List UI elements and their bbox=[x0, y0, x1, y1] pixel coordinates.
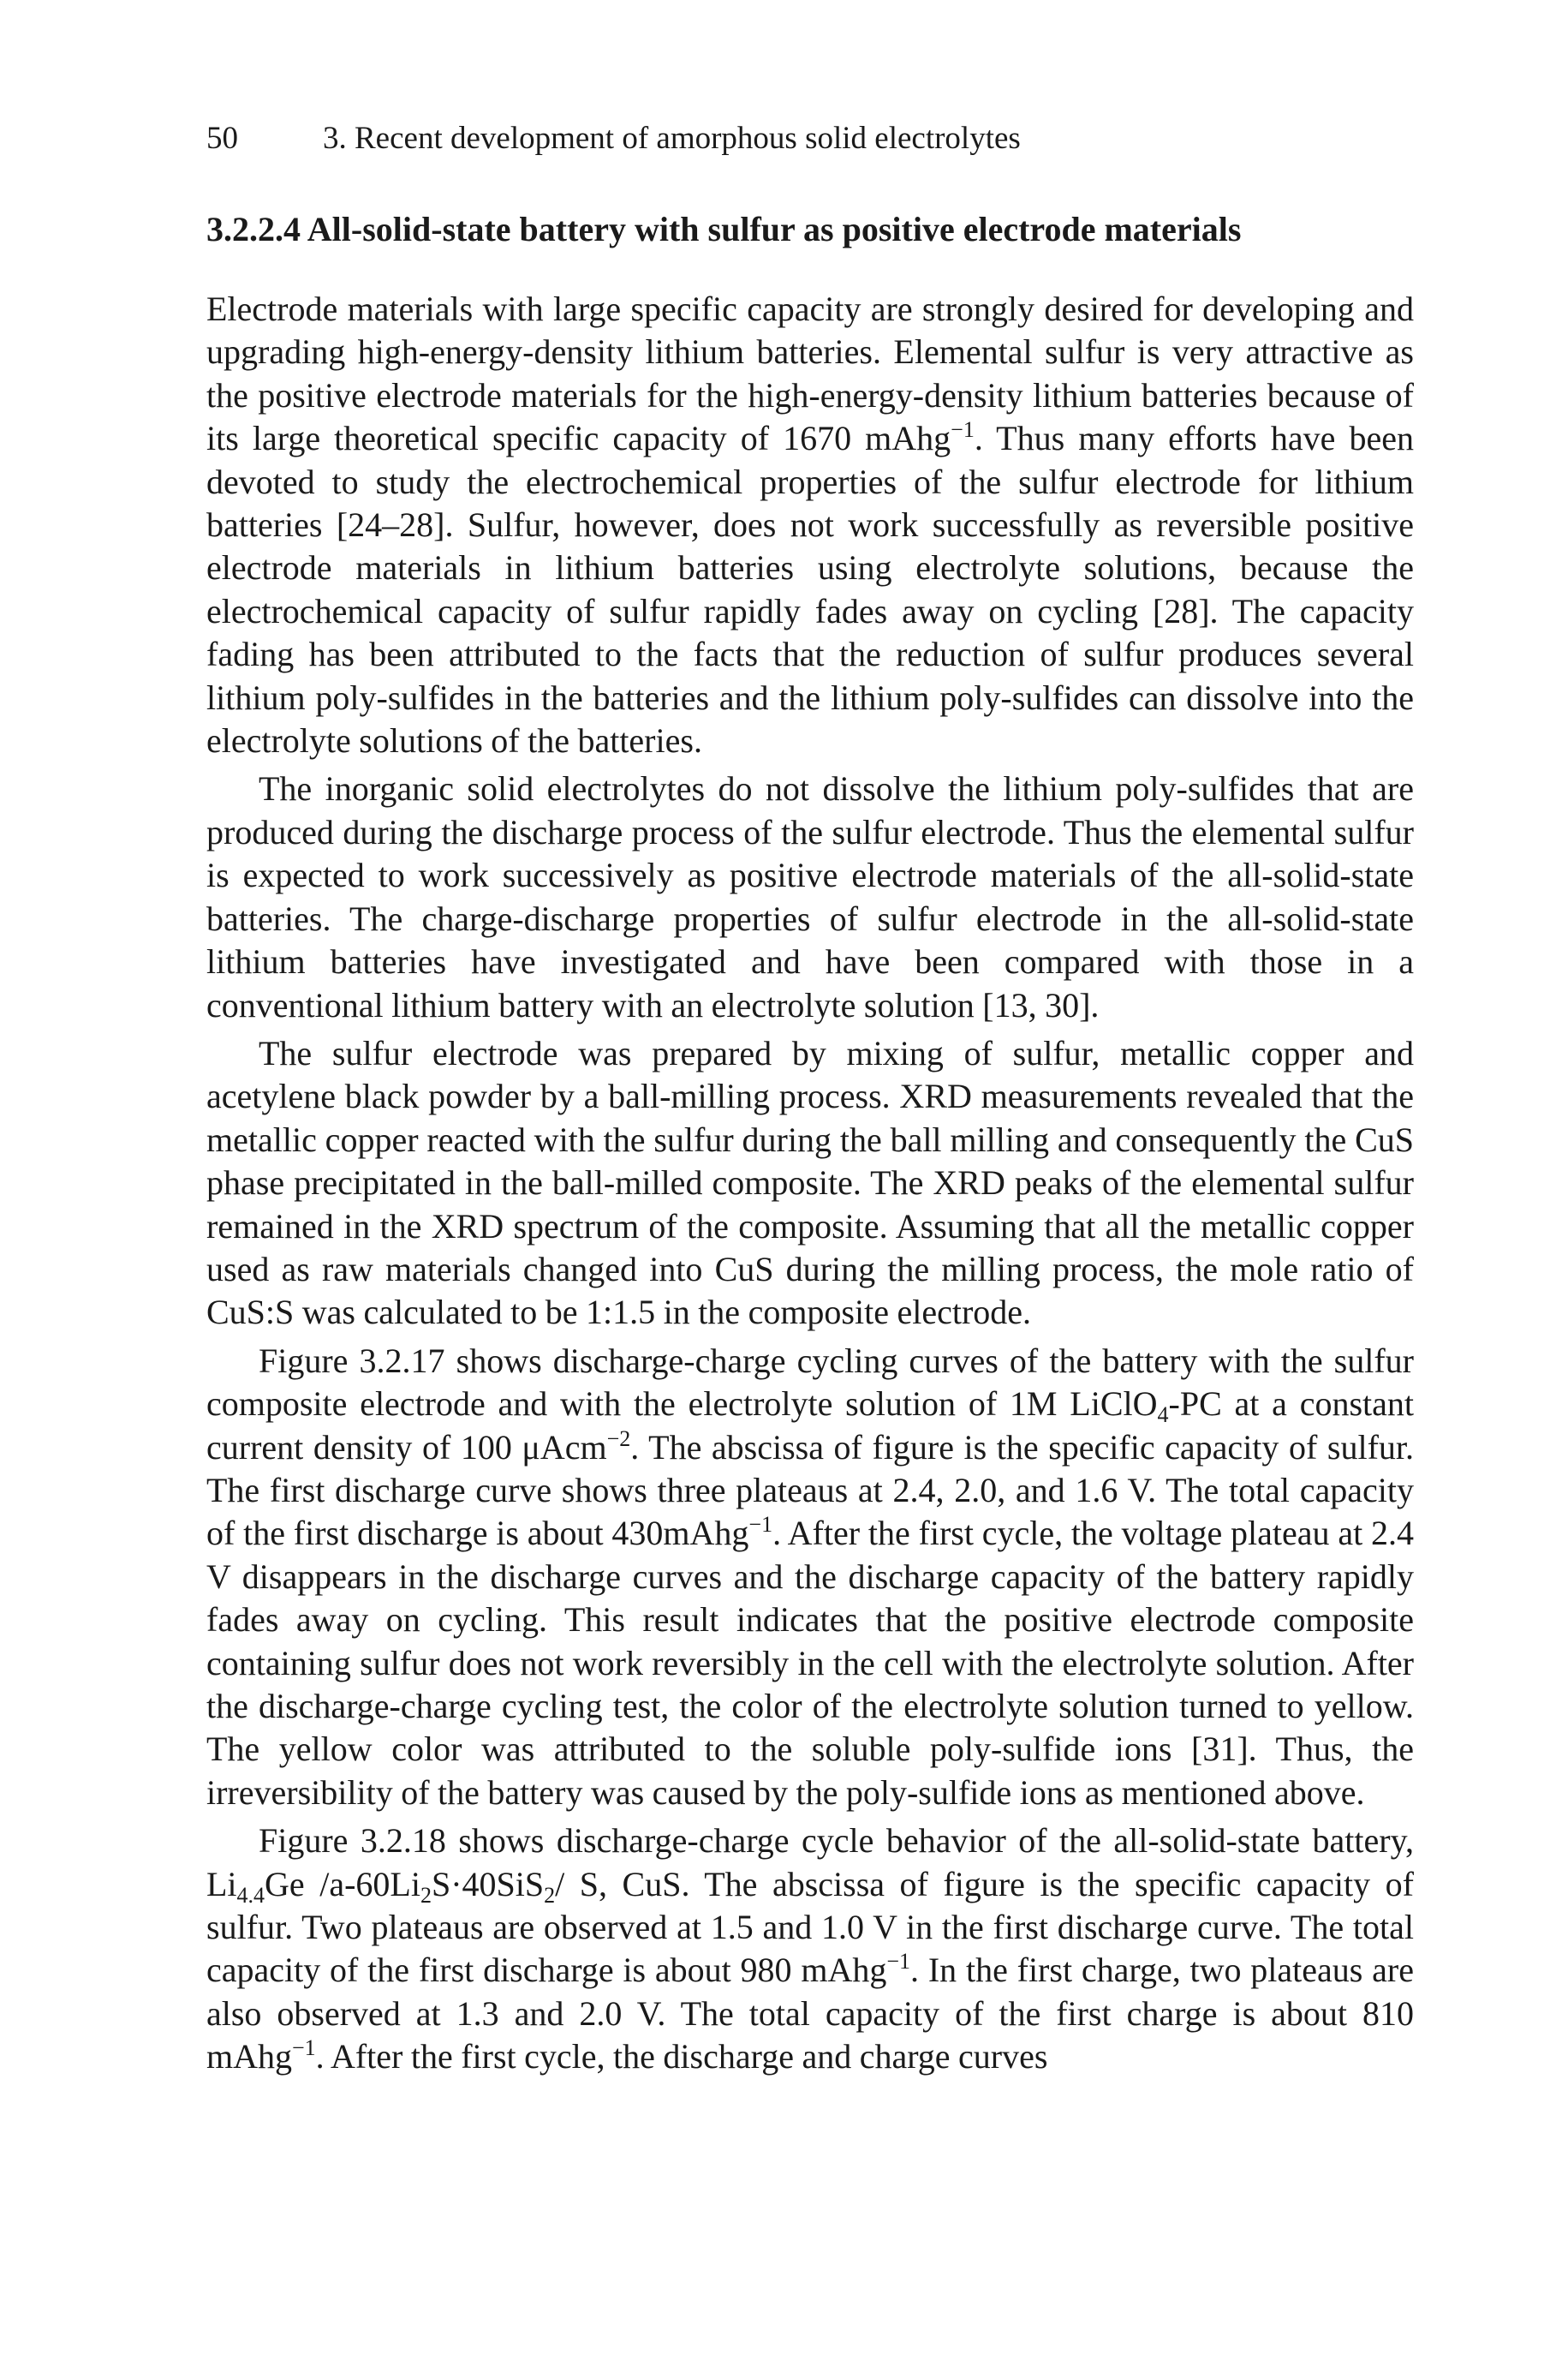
section-heading bbox=[206, 207, 1414, 252]
subscript-2: 2 bbox=[420, 1882, 432, 1908]
p1-text-b: . Thus many efforts have been devoted to study the electrochemical properties of the sulfur electrode for lithium batteries [24–28]. Sulfur, however, does not work successfully as reversible positive electrode materials in lithium batteries using electrolyte solutions, because the electrochemical capacity of sulfur rapidly fades away on cycling [28]. The capacity fading has been attributed to the facts that the reduction of sulfur produces several lithium poly-sulfides in the batteries and the lithium poly-sulfides can dissolve into the electrolyte solutions of the batteries. bbox=[206, 419, 1414, 761]
paragraph-3 bbox=[206, 1032, 1414, 1335]
p5-text-a: Figure 3.2.18 shows discharge-charge cycle behavior of the all-solid-state battery, Li bbox=[206, 1821, 1414, 1903]
p5-text-d: / S, CuS. The abscissa of figure is the specific capacity of sulfur. Two plateaus are observed at 1.5 and 1.0 V in the first discharge curve. The total capacity of the first discharge is about 980 mAhg bbox=[206, 1864, 1415, 1990]
page-number: 50 bbox=[206, 121, 238, 156]
p3-text: The sulfur electrode was prepared by mixing of sulfur, metallic copper and acetylene black powder by a ball-milling process. XRD measurements revealed that the metallic copper reacted with the sulfur during the ball milling and consequently the CuS phase precipitated in the ball-milled composite. The XRD peaks of the elemental sulfur remained in the XRD spectrum of the composite. Assuming that all the metallic copper used as raw materials changed into CuS during the milling process, the mole ratio of CuS:S was calculated to be 1:1.5 in the composite electrode. bbox=[206, 1033, 1414, 1332]
p2-text: The inorganic solid electrolytes do not dissolve the lithium poly-sulfides that are produced during the discharge process of the sulfur electrode. Thus the elemental sulfur is expected to work successively as positive electrode materials of the all-solid-state batteries. The charge-discharge properties of sulfur electrode in the all-solid-state lithium batteries have investigated and have been compared with those in a conventional lithium battery with an electrolyte solution [13, 30]. bbox=[206, 769, 1414, 1025]
superscript-minus-one: −1 bbox=[748, 1512, 773, 1538]
p4-text-d: . After the first cycle, the voltage plateau at 2.4 V disappears in the discharge curves and the discharge capacity of the battery rapidly fades away on cycling. This result indicates that the positive electrode composite containing sulfur does not work reversibly in the cell with the electrolyte solution. After the discharge-charge cycling test, the color of the electrolyte solution turned to yellow. The yellow color was attributed to the soluble poly-sulfide ions [31]. Thus, the irreversibility of the battery was caused by the poly-sulfide ions as mentioned above. bbox=[206, 1514, 1414, 1812]
superscript-minus-one: −1 bbox=[951, 417, 975, 443]
paragraph-4 bbox=[206, 1340, 1414, 1814]
paragraph-1 bbox=[206, 288, 1414, 762]
chapter-title: 3. Recent development of amorphous solid electrolytes bbox=[323, 121, 1021, 156]
running-head bbox=[206, 118, 1414, 159]
p4-text-b: -PC at a constant current density of 100 μAcm bbox=[206, 1384, 1414, 1467]
subscript-4: 4 bbox=[1157, 1402, 1169, 1428]
p5-text-b: Ge /a-60Li bbox=[265, 1864, 420, 1903]
body-text bbox=[206, 288, 1414, 2079]
subscript-4-4: 4.4 bbox=[236, 1882, 265, 1908]
section-title: All-solid-state battery with sulfur as positive electrode materials bbox=[307, 210, 1242, 248]
paragraph-5 bbox=[206, 1819, 1414, 2078]
section-number: 3.2.2.4 bbox=[206, 210, 301, 248]
p4-text-c: . The abscissa of figure is the specific capacity of sulfur. The first discharge curve shows three plateaus at 2.4, 2.0, and 1.6 V. The total capacity of the first discharge is about 430mAhg bbox=[206, 1427, 1414, 1553]
paragraph-2 bbox=[206, 768, 1414, 1026]
p5-text-e: . In the first charge, two plateaus are also observed at 1.3 and 2.0 V. The total capacity of the first charge is about 810 mAhg bbox=[206, 1951, 1414, 2076]
p1-text-a: Electrode materials with large specific capacity are strongly desired for developing and upgrading high-energy-density lithium batteries. Elemental sulfur is very attractive as the positive electrode materials for the high-energy-density lithium batteries because of its large theoretical specific capacity of 1670 mAhg bbox=[206, 290, 1414, 458]
superscript-minus-two: −2 bbox=[606, 1425, 631, 1451]
p4-text-a: Figure 3.2.17 shows discharge-charge cycling curves of the battery with the sulfur composite electrode and with the electrolyte solution of 1M LiClO bbox=[206, 1341, 1414, 1424]
book-page bbox=[206, 118, 1414, 2079]
p5-text-c: S·40SiS bbox=[431, 1864, 545, 1903]
superscript-minus-one: −1 bbox=[886, 1949, 911, 1975]
subscript-2: 2 bbox=[544, 1882, 556, 1908]
p5-text-f: . After the first cycle, the discharge and charge curves bbox=[315, 2037, 1048, 2076]
superscript-minus-one: −1 bbox=[292, 2035, 316, 2061]
